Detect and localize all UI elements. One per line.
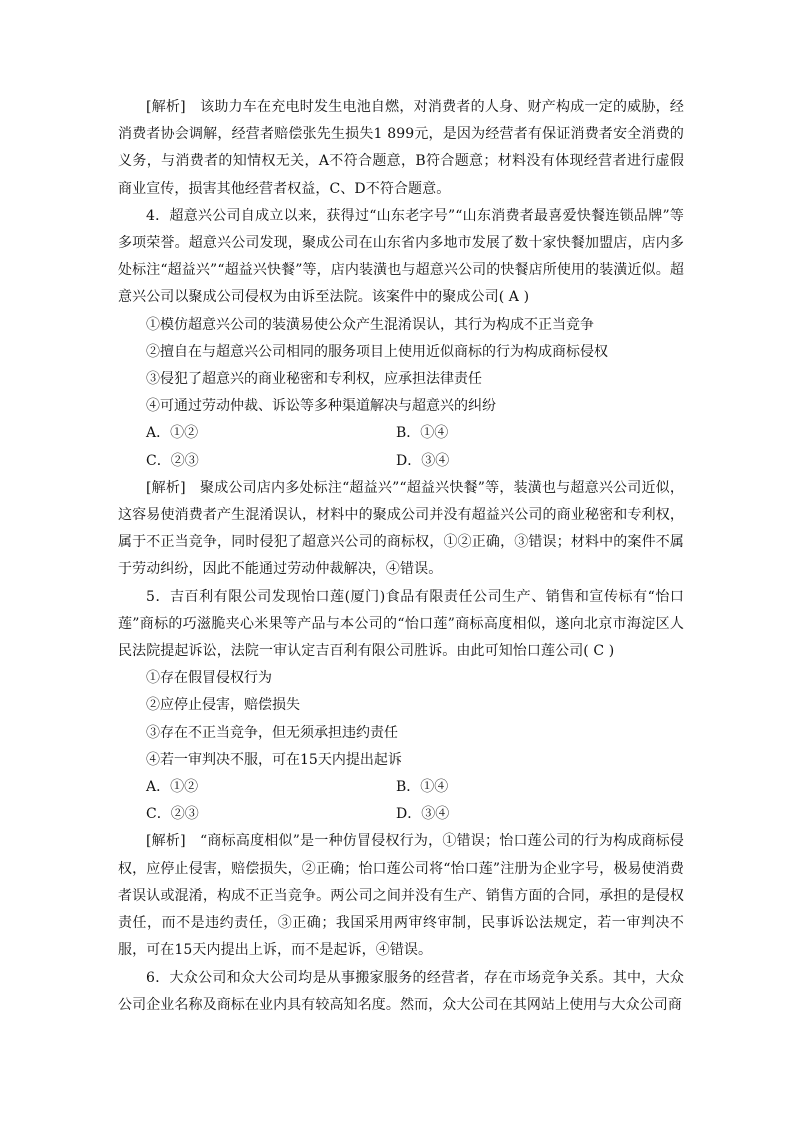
q5-option-b: B．①④	[396, 779, 449, 796]
q4-option-a: A．①②	[146, 425, 199, 442]
q4-item-1: ①模仿超意兴公司的装潢易使公众产生混淆误认，其行为构成不正当竞争	[146, 316, 594, 333]
q4-stem: 4．超意兴公司自成立以来，获得过“山东老字号”“山东消费者最喜爱快餐连锁品牌”等多项荣誉。超意兴公司发现，聚成公司在山东省内多地市发展了数十家快餐加盟店，店内多处标注“超益兴”“超益兴快餐”等，店内装潢也与超意兴公司的快餐店所使用的装潢近似。超意兴公司以聚成公司侵权为由诉至法院。该案件中的聚成公司( A )	[118, 207, 684, 306]
q4-analysis: [解析] 聚成公司店内多处标注“超益兴”“超益兴快餐”等，装潢也与超意兴公司近似，这容易使消费者产生混淆误认，材料中的聚成公司并没有超益兴公司的商业秘密和专利权，属于不正当竞争，同时侵犯了超意兴公司的商标权，①②正确，③错误；材料中的案件不属于劳动纠纷，因此不能通过劳动仲裁解决，④错误。	[118, 479, 684, 578]
q4-item-2: ②擅自在与超意兴公司相同的服务项目上使用近似商标的行为构成商标侵权	[146, 343, 608, 360]
q5-analysis: [解析] “商标高度相似”是一种仿冒侵权行为，①错误；怡口莲公司的行为构成商标侵权，应停止侵害，赔偿损失，②正确；怡口莲公司将“怡口莲”注册为企业字号，极易使消费者误认或混淆，构成不正当竞争。两公司之间并没有生产、销售方面的合同，承担的是侵权责任，而不是违约责任，③正确；我国采用两审终审制，民事诉讼法规定，若一审判决不服，可在15天内提出上诉，而不是起诉，④错误。	[118, 833, 684, 959]
q5-item-4: ④若一审判决不服，可在15天内提出起诉	[146, 751, 402, 768]
q5-item-3: ③存在不正当竞争，但无须承担违约责任	[146, 724, 398, 741]
q3-analysis: [解析] 该助力车在充电时发生电池自燃，对消费者的人身、财产构成一定的威胁，经消费者协会调解，经营者赔偿张先生损失1 899元，是因为经营者有保证消费者安全消费的义务，与消费者的知情权无关，A不符合题意，B符合题意；材料没有体现经营者进行虚假商业宣传，损害其他经营者权益，C、D不符合题意。	[118, 99, 684, 197]
q4-item-4: ④可通过劳动仲裁、诉讼等多种渠道解决与超意兴的纠纷	[146, 398, 496, 415]
q5-stem: 5．吉百利有限公司发现怡口莲(厦门)食品有限责任公司生产、销售和宣传标有“怡口莲”商标的巧滋脆夹心米果等产品与本公司的“怡口莲”商标高度相似，遂向北京市海淀区人民法院提起诉讼，法院一审认定吉百利有限公司胜诉。由此可知怡口莲公司( C )	[118, 588, 684, 660]
q5-option-c: C．②③	[146, 806, 199, 823]
q4-option-c: C．②③	[146, 452, 199, 469]
q4-options-row-1	[118, 420, 684, 447]
q5-item-2: ②应停止侵害，赔偿损失	[146, 697, 300, 714]
q6-stem: 6．大众公司和众大公司均是从事搬家服务的经营者，存在市场竞争关系。其中，大众公司企业名称及商标在业内具有较高知名度。然而，众大公司在其网站上使用与大众公司商	[118, 969, 684, 1013]
q5-option-a: A．①②	[146, 779, 199, 796]
q4-options-row-2	[118, 448, 684, 475]
q5-item-1: ①存在假冒侵权行为	[146, 670, 272, 687]
q4-option-b: B．①④	[396, 425, 449, 442]
document-page	[118, 94, 684, 1019]
q4-item-3: ③侵犯了超意兴的商业秘密和专利权，应承担法律责任	[146, 371, 482, 388]
q5-option-d: D．③④	[396, 806, 450, 823]
q5-options-row-1	[118, 774, 684, 801]
q5-options-row-2	[118, 801, 684, 828]
q4-option-d: D．③④	[396, 452, 450, 469]
